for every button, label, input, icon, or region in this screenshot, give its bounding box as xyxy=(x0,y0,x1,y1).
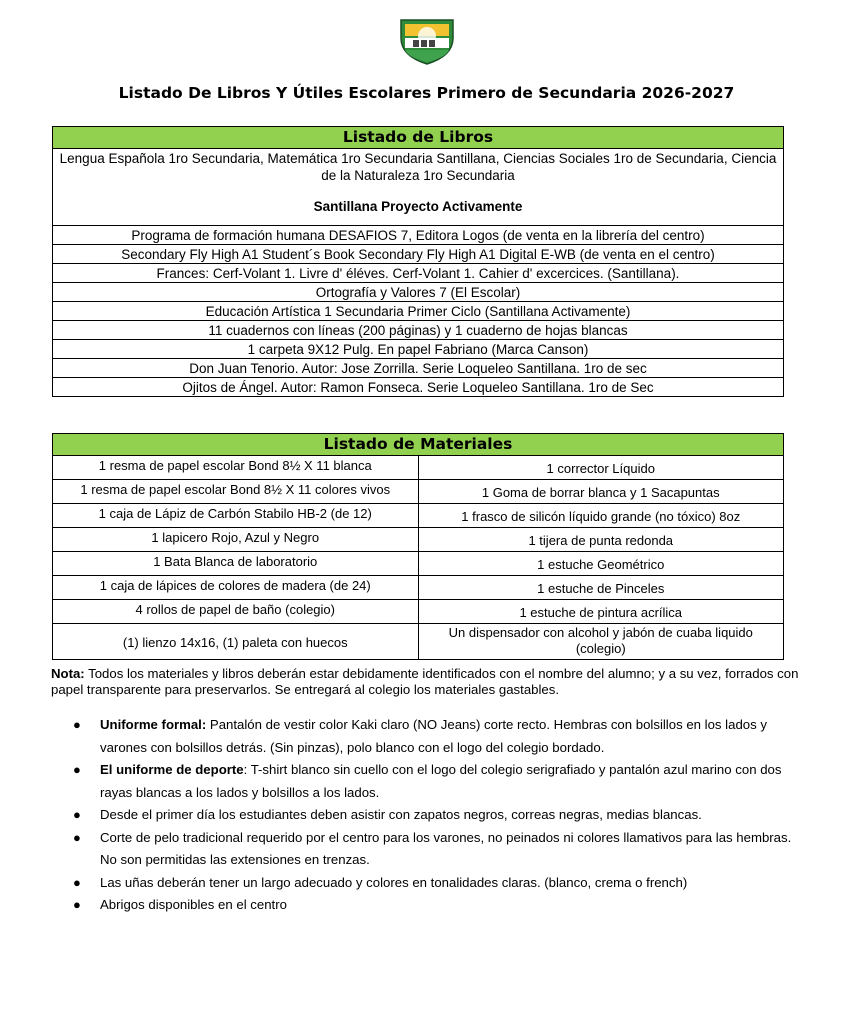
book-row: Ortografía y Valores 7 (El Escolar) xyxy=(53,283,784,302)
list-item xyxy=(51,759,811,804)
materials-table xyxy=(52,433,784,660)
list-item xyxy=(51,872,811,895)
material-item: 4 rollos de papel de baño (colegio) xyxy=(53,600,419,624)
list-item xyxy=(51,894,811,917)
note-paragraph xyxy=(51,666,801,698)
bullet-icon: ● xyxy=(73,762,81,777)
book-row: Ojitos de Ángel. Autor: Ramon Fonseca. Serie Loqueleo Santillana. 1ro de Sec xyxy=(53,378,784,397)
rule-text: Corte de pelo tradicional requerido por el centro para los varones, no peinados ni colores llamativos para las hembras. No son permitidas las extensiones en trenzas. xyxy=(100,829,792,867)
bullet-icon: ● xyxy=(73,897,81,912)
bullet-icon: ● xyxy=(73,717,81,732)
material-item: 1 estuche de pintura acrílica xyxy=(418,600,784,624)
material-item: 1 resma de papel escolar Bond 8½ X 11 blanca xyxy=(53,456,419,480)
note-text: Todos los materiales y libros deberán estar debidamente identificados con el nombre del alumno; y a su vez, forrados con papel transparente para preservarlos. Se entregará al colegio los materiales gastables. xyxy=(51,666,799,697)
book-row: Frances: Cerf-Volant 1. Livre d' éléves. Cerf-Volant 1. Cahier d' excercices. (Santillana). xyxy=(53,264,784,283)
book-row: 11 cuadernos con líneas (200 páginas) y 1 cuaderno de hojas blancas xyxy=(53,321,784,340)
books-table-heading: Listado de Libros xyxy=(53,127,784,149)
material-item: (1) lienzo 14x16, (1) paleta con huecos xyxy=(53,624,419,660)
material-item: 1 frasco de silicón líquido grande (no tóxico) 8oz xyxy=(418,504,784,528)
book-row: Secondary Fly High A1 Student´s Book Secondary Fly High A1 Digital E-WB (de venta en el centro) xyxy=(53,245,784,264)
material-item: 1 caja de lápices de colores de madera (de 24) xyxy=(53,576,419,600)
material-item: 1 caja de Lápiz de Carbón Stabilo HB-2 (de 12) xyxy=(53,504,419,528)
book-row-brand: Santillana Proyecto Activamente xyxy=(313,199,523,214)
rule-bold: El uniforme de deporte xyxy=(100,762,244,777)
document-title: Listado De Libros Y Útiles Escolares Primero de Secundaria 2026-2027 xyxy=(118,84,735,102)
material-item: 1 lapicero Rojo, Azul y Negro xyxy=(53,528,419,552)
material-item: 1 Goma de borrar blanca y 1 Sacapuntas xyxy=(418,480,784,504)
material-item: 1 estuche de Pinceles xyxy=(418,576,784,600)
bullet-icon: ● xyxy=(73,829,81,845)
material-item: 1 tijera de punta redonda xyxy=(418,528,784,552)
material-item: 1 corrector Líquido xyxy=(418,456,784,480)
book-row-core-texts: Lengua Española 1ro Secundaria, Matemática 1ro Secundaria Santillana, Ciencias Sociales 1ro de Secundaria, Ciencia de la Naturaleza 1ro Secundaria xyxy=(59,151,777,183)
material-item: 1 Bata Blanca de laboratorio xyxy=(53,552,419,576)
book-row xyxy=(53,149,784,226)
bullet-icon: ● xyxy=(73,874,81,890)
rule-text: Abrigos disponibles en el centro xyxy=(100,897,287,912)
rules-list xyxy=(51,714,811,917)
list-item xyxy=(51,827,811,872)
material-item: Un dispensador con alcohol y jabón de cuaba liquido (colegio) xyxy=(418,624,784,660)
rule-text: Las uñas deberán tener un largo adecuado y colores en tonalidades claras. (blanco, crema o french) xyxy=(100,874,688,890)
book-row: Don Juan Tenorio. Autor: Jose Zorrilla. Serie Loqueleo Santillana. 1ro de sec xyxy=(53,359,784,378)
school-crest-icon xyxy=(395,16,459,66)
rule-text: Desde el primer día los estudiantes deben asistir con zapatos negros, correas negras, medias blancas. xyxy=(100,807,702,822)
list-item xyxy=(51,804,811,827)
rule-text: Pantalón de vestir color Kaki claro (NO Jeans) corte recto. Hembras con bolsillos en los lados y varones con bolsillos detrás. (Sin pinzas), polo blanco con el logo del colegio bordado. xyxy=(100,717,767,755)
books-table xyxy=(52,126,784,397)
book-row: 1 carpeta 9X12 Pulg. En papel Fabriano (Marca Canson) xyxy=(53,340,784,359)
book-row: Programa de formación humana DESAFIOS 7, Editora Logos (de venta en la librería del centro) xyxy=(53,226,784,245)
material-item: 1 estuche Geométrico xyxy=(418,552,784,576)
list-item xyxy=(51,714,811,759)
material-item: 1 resma de papel escolar Bond 8½ X 11 colores vivos xyxy=(53,480,419,504)
materials-table-heading: Listado de Materiales xyxy=(53,434,784,456)
rule-bold: Uniforme formal: xyxy=(100,717,207,732)
note-label: Nota: xyxy=(51,666,85,681)
book-row: Educación Artística 1 Secundaria Primer Ciclo (Santillana Activamente) xyxy=(53,302,784,321)
bullet-icon: ● xyxy=(73,807,81,822)
rule-text: : T-shirt blanco sin cuello con el logo del colegio serigrafiado y pantalón azul marino con dos rayas blancas a los lados y bolsillos a los lados. xyxy=(100,762,782,800)
